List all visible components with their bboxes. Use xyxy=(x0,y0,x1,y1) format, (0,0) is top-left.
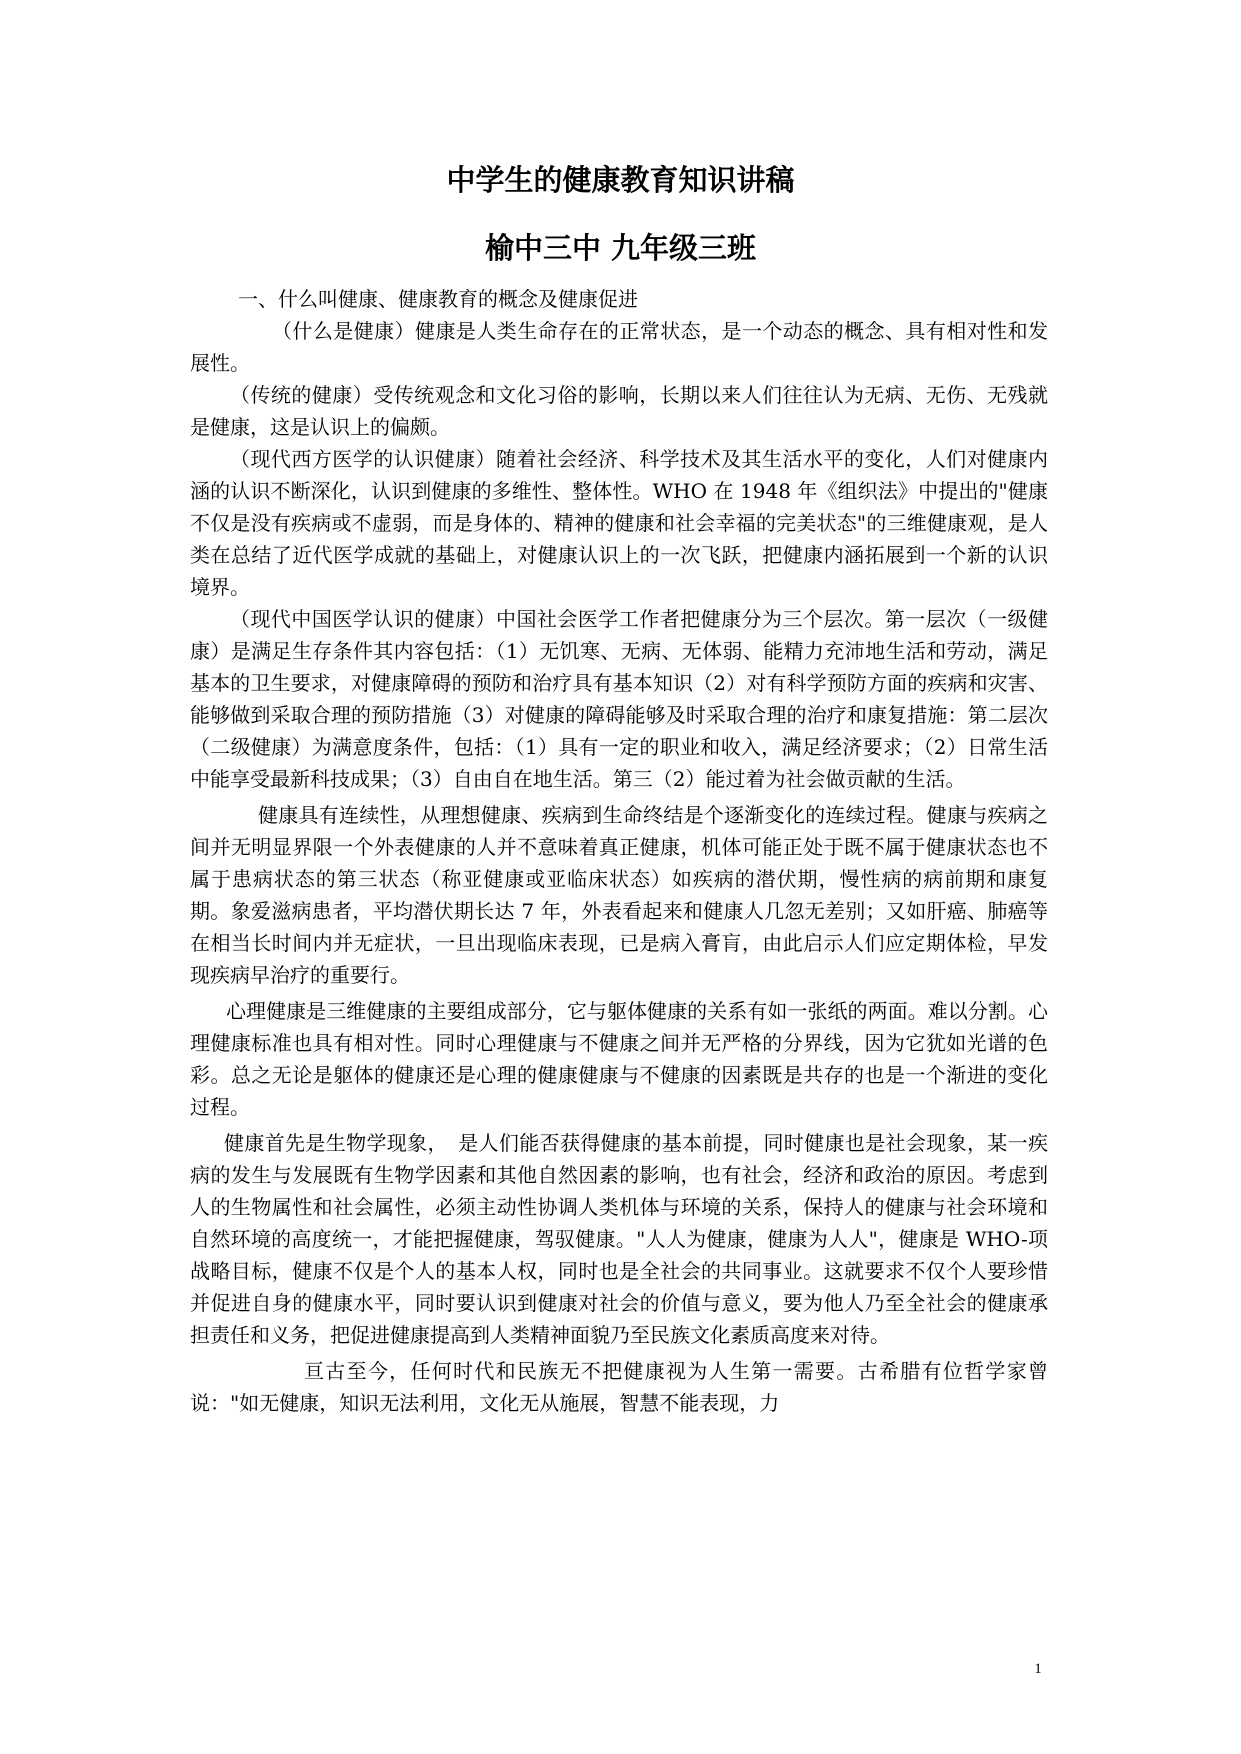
paragraph-health-continuity: 健康具有连续性，从理想健康、疾病到生命终结是个逐渐变化的连续过程。健康与疾病之间并无明显界限一个外表健康的人并不意味着真正健康，机体可能正处于既不属于健康状态也不属于患病状态的第三状态（称亚健康或亚临床状态）如疾病的潜伏期，慢性病的病前期和康复期。象爱滋病患者，平均潜伏期长达 7 年，外表看起来和健康人几忽无差别；又如肝癌、肺癌等在相当长时间内并无症状，一旦出现临床表现，已是病入膏肓，由此启示人们应定期体检，早发现疾病早治疗的重要行。 xyxy=(190,803,1048,987)
document-subtitle: 榆中三中 九年级三班 xyxy=(484,231,757,265)
paragraph-biological-social: 健康首先是生物学现象， 是人们能否获得健康的基本前提，同时健康也是社会现象，某一疾病的发生与发展既有生物学因素和其他自然因素的影响，也有社会，经济和政治的原因。考虑到人的生物属性和社会属性，必须主动性协调人类机体与环境的关系，保持人的健康与社会环境和自然环境的高度统一，才能把握健康，驾驭健康。"人人为健康，健康为人人"，健康是 WHO-项战略目标，健康不仅是个人的基本人权，同时也是全社会的共同事业。这就要求不仅个人要珍惜并促进自身的健康水平，同时要认识到健康对社会的价值与意义，要为他人乃至全社会的健康承担责任和义务，把促进健康提高到人类精神面貌乃至民族文化素质高度来对待。 xyxy=(190,1131,1048,1347)
paragraph-since-ancient-times: 亘古至今，任何时代和民族无不把健康视为人生第一需要。古希腊有位哲学家曾说："如无健康，知识无法利用，文化无从施展，智慧不能表现，力 xyxy=(190,1359,1048,1415)
document-title: 中学生的健康教育知识讲稿 xyxy=(446,163,795,197)
paragraph-mental-health: 心理健康是三维健康的主要组成部分，它与躯体健康的关系有如一张纸的两面。难以分割。心理健康标准也具有相对性。同时心理健康与不健康之间并无严格的分界线，因为它犹如光谱的色彩。总之无论是躯体的健康还是心理的健康健康与不健康的因素既是共存的也是一个渐进的变化过程。 xyxy=(190,999,1048,1119)
paragraph-what-is-health: （什么是健康）健康是人类生命存在的正常状态，是一个动态的概念、具有相对性和发展性。 xyxy=(190,319,1048,375)
section-heading: 一、什么叫健康、健康教育的概念及健康促进 xyxy=(238,287,638,311)
paragraph-traditional-health: （传统的健康）受传统观念和文化习俗的影响，长期以来人们往往认为无病、无伤、无残就是健康，这是认识上的偏颇。 xyxy=(190,383,1048,439)
paragraph-chinese-medicine-health: （现代中国医学认识的健康）中国社会医学工作者把健康分为三个层次。第一层次（一级健康）是满足生存条件其内容包括：（1）无饥寒、无病、无体弱、能精力充沛地生活和劳动，满足基本的卫生要求，对健康障碍的预防和治疗具有基本知识（2）对有科学预防方面的疾病和灾害、能够做到采取合理的预防措施（3）对健康的障碍能够及时采取合理的治疗和康复措施：第二层次（二级健康）为满意度条件，包括：（1）具有一定的职业和收入，满足经济要求；（2）日常生活中能享受最新科技成果；（3）自由自在地生活。第三（2）能过着为社会做贡献的生活。 xyxy=(190,607,1048,791)
paragraph-western-medicine-health: （现代西方医学的认识健康）随着社会经济、科学技术及其生活水平的变化，人们对健康内涵的认识不断深化，认识到健康的多维性、整体性。WHO 在 1948 年《组织法》中提出的"健康不仅是没有疾病或不虚弱，而是身体的、精神的健康和社会幸福的完美状态"的三维健康观，是人类在总结了近代医学成就的基础上，对健康认识上的一次飞跃，把健康内涵拓展到一个新的认识境界。 xyxy=(190,447,1048,599)
document-body xyxy=(190,283,1048,1419)
page-number: 1 xyxy=(1034,1661,1042,1677)
